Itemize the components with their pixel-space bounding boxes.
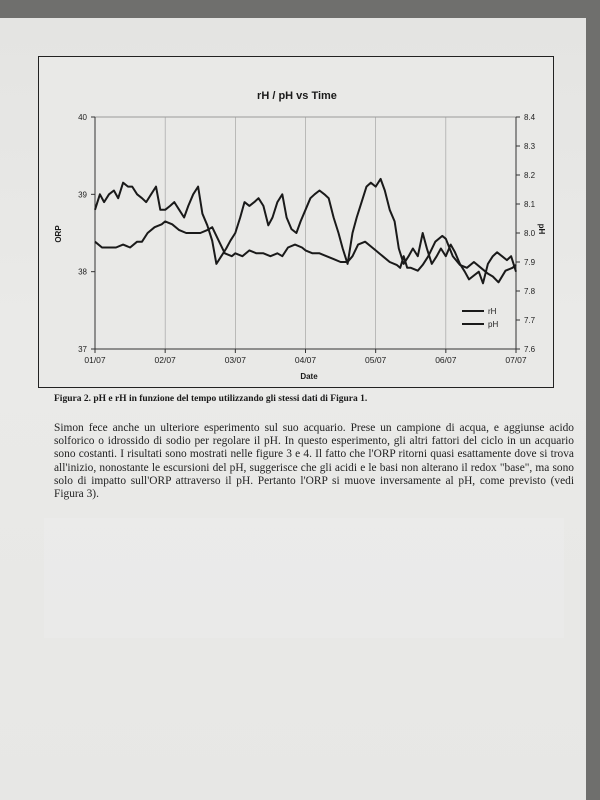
y-axis-right-label: pH	[537, 223, 546, 235]
x-tick-label: 07/07	[505, 355, 527, 365]
x-axis-label: Date	[300, 372, 318, 381]
x-tick-label: 02/07	[154, 355, 176, 365]
faded-text-block	[44, 518, 564, 638]
y-axis-left-label: ORP	[54, 225, 63, 243]
figure-caption: Figura 2. pH e rH in funzione del tempo utilizzando gli stessi dati di Figura 1.	[54, 394, 368, 404]
y-right-tick-label: 8.3	[524, 142, 536, 151]
legend-label-rh: rH	[488, 307, 497, 316]
y-right-tick-label: 7.7	[524, 316, 536, 325]
y-left-tick-label: 38	[78, 267, 87, 277]
legend-label-ph: pH	[488, 320, 499, 329]
x-tick-label: 05/07	[365, 355, 387, 365]
y-right-tick-label: 7.9	[524, 258, 536, 267]
x-tick-label: 01/07	[84, 355, 106, 365]
paper-page	[0, 18, 586, 800]
chart-frame	[38, 56, 554, 388]
y-left-tick-label: 40	[78, 113, 87, 122]
y-left-tick-label: 37	[78, 345, 87, 354]
y-right-tick-label: 8.0	[524, 229, 536, 238]
chart-title: rH / pH vs Time	[257, 90, 337, 102]
x-tick-label: 04/07	[294, 355, 317, 365]
body-paragraph: Simon fece anche un ulteriore esperimento sul suo acquario. Prese un campione di acqua, e aggiunse acido solforico o idrossido di sodio per regolare il pH. In questo esperimento, gli altri fattori del ciclo in un acquario sono costanti. I risultati sono mostrati nelle figure 3 e 4. Il fatto che l'ORP ritorni quasi esattamente dove si trova all'inizio, nonostante le escursioni del pH, suggerisce che gli acidi e le basi non alterano il redox "base", ma sono solo di impatto sull'ORP attraverso il pH. Pertanto l'ORP si muove inversamente al pH, come previsto (vedi Figura 3).	[54, 422, 574, 501]
y-right-tick-label: 7.6	[524, 345, 536, 354]
y-left-tick-label: 39	[78, 190, 87, 200]
y-right-tick-label: 7.8	[524, 287, 536, 296]
x-tick-label: 06/07	[435, 355, 457, 365]
y-right-tick-label: 8.1	[524, 200, 536, 209]
y-right-tick-label: 8.2	[524, 171, 536, 180]
line-chart	[39, 57, 553, 387]
x-tick-label: 03/07	[224, 355, 246, 365]
y-right-tick-label: 8.4	[524, 113, 536, 122]
